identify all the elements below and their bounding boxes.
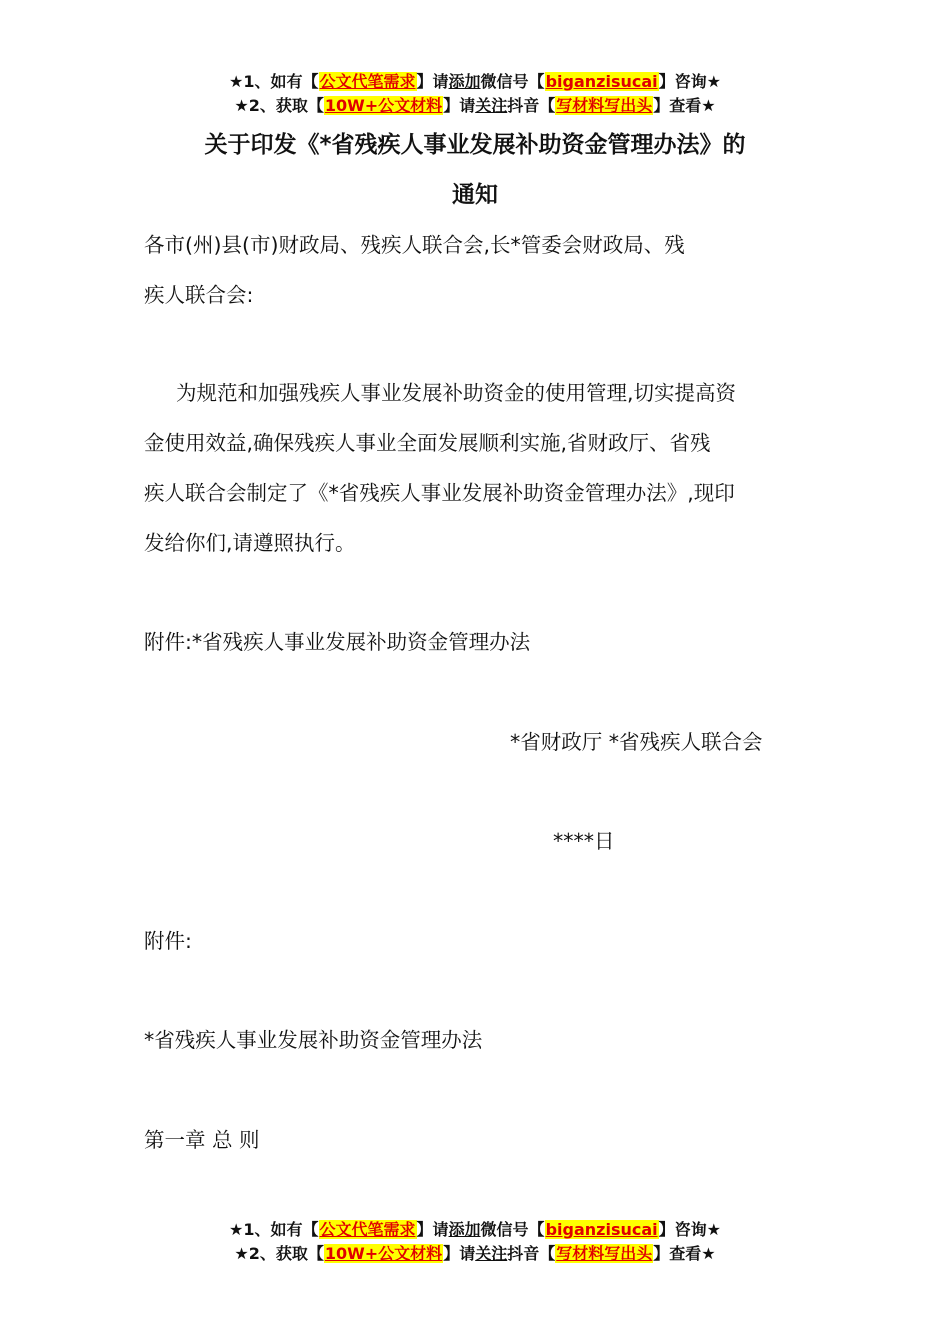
promo-highlight: 公文代笔需求 [319, 72, 416, 91]
salutation: 各市(州)县(市)财政局、残疾人联合会,长*管委会财政局、残 疾人联合会: [144, 233, 685, 307]
top-promo-banner [0, 70, 950, 118]
attachment-label: 附件: [144, 929, 192, 953]
document-title-line-1: 关于印发《*省残疾人事业发展补助资金管理办法》的 [204, 132, 746, 158]
wechat-id-highlight: biganzisucai [545, 72, 658, 91]
attachment-reference: 附件:*省残疾人事业发展补助资金管理办法 [144, 630, 531, 654]
promo-line-2: ★2、获取【10W+公文材料】请关注抖音【写材料写出头】查看★ [234, 96, 716, 115]
wechat-id-highlight: biganzisucai [545, 1220, 658, 1239]
promo-highlight: 10W+公文材料 [324, 96, 443, 115]
body-paragraph: 为规范和加强残疾人事业发展补助资金的使用管理,切实提高资 金使用效益,确保残疾人事业全面发展顺利实施,省财政厅、省残 疾人联合会制定了《*省残疾人事业发展补助资金管理办法》,现印 发给你们,请遵照执行。 [144, 381, 737, 555]
document-title-line-2: 通知 [452, 182, 498, 208]
bottom-promo-banner [0, 1218, 950, 1266]
promo-highlight: 10W+公文材料 [324, 1244, 443, 1263]
promo-line-2: ★2、获取【10W+公文材料】请关注抖音【写材料写出头】查看★ [234, 1244, 716, 1263]
douyin-id-highlight: 写材料写出头 [556, 96, 653, 115]
promo-highlight: 公文代笔需求 [319, 1220, 416, 1239]
chapter-heading: 第一章 总 则 [144, 1128, 260, 1152]
promo-line-1: ★1、如有【公文代笔需求】请添加微信号【biganzisucai】咨询★ [229, 72, 721, 91]
douyin-id-highlight: 写材料写出头 [556, 1244, 653, 1263]
attachment-title: *省残疾人事业发展补助资金管理办法 [144, 1028, 483, 1052]
date: ****日 [553, 829, 615, 853]
signature: *省财政厅 *省残疾人联合会 [510, 730, 763, 754]
promo-line-1: ★1、如有【公文代笔需求】请添加微信号【biganzisucai】咨询★ [229, 1220, 721, 1239]
